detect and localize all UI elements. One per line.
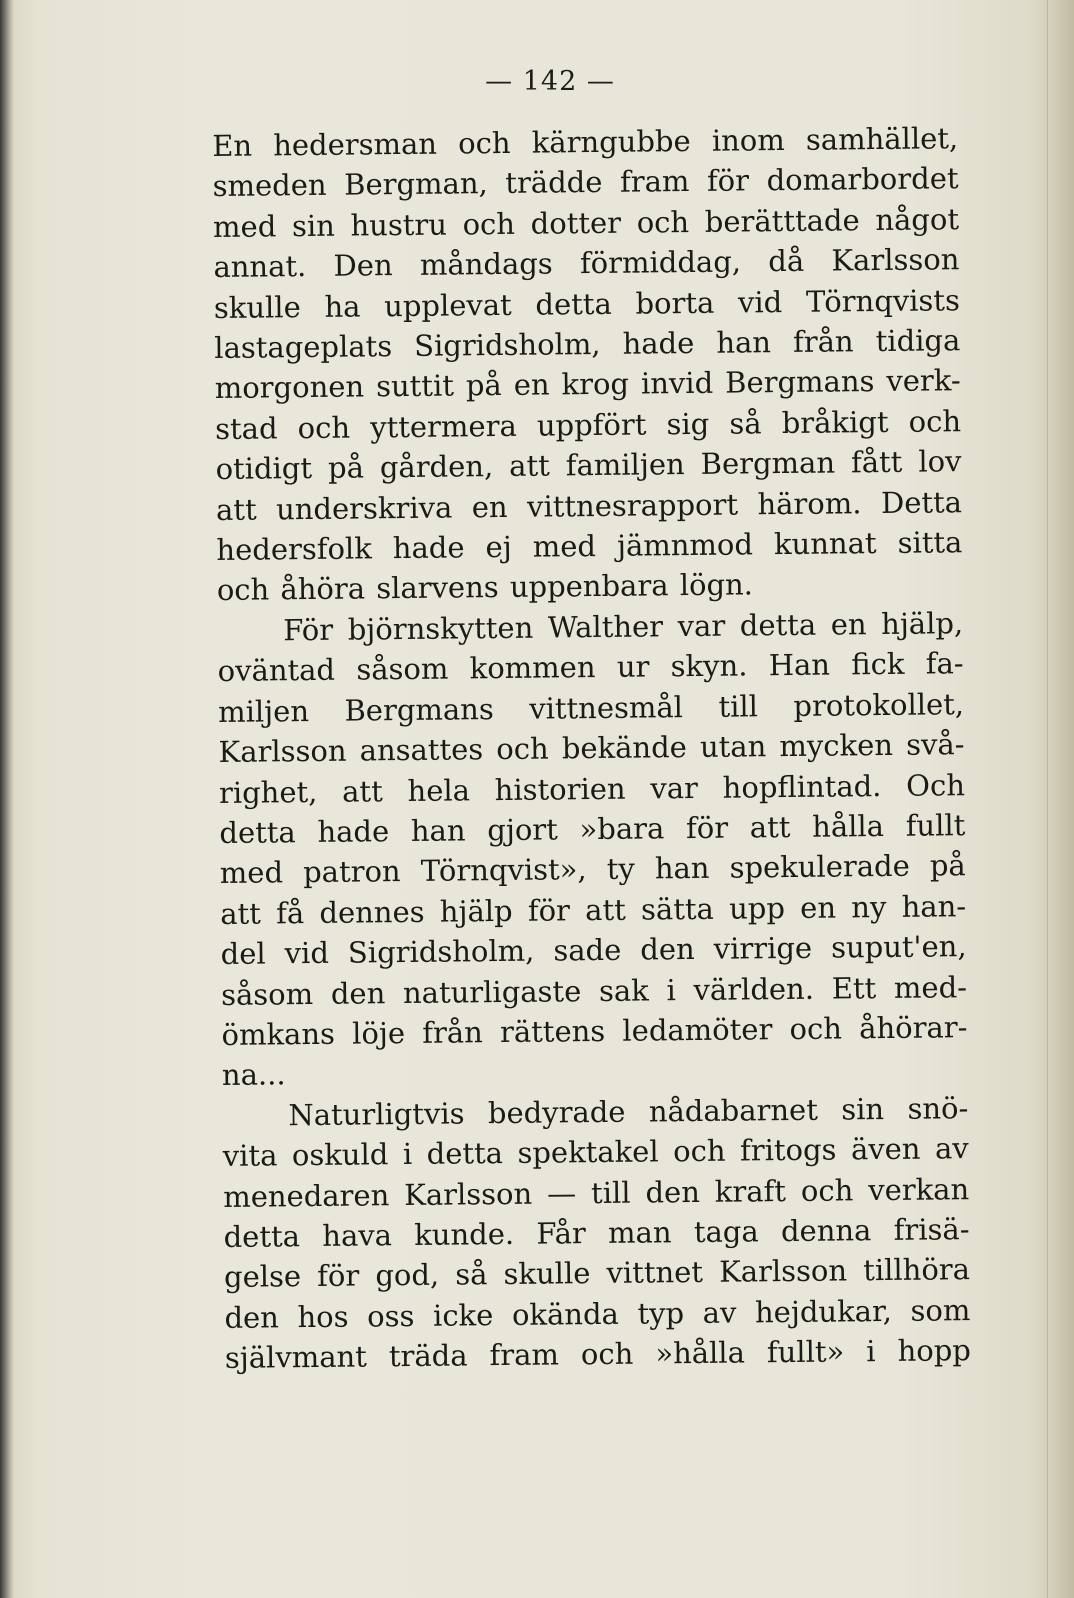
text-line: annat. Den måndags förmiddag, då Karlsson: [213, 242, 960, 285]
text-line: Karlsson ansattes och bekände utan mycken svå-: [218, 727, 965, 770]
page-binding-edge: [0, 0, 14, 1598]
text-line: En hedersman och kärngubbe inom samhället,: [212, 121, 959, 163]
text-line: miljen Bergmans vittnesmål till protokollet,: [217, 686, 965, 729]
text-line: att underskriva en vittnesrapport härom. Detta: [215, 484, 963, 527]
text-line: del vid Sigridsholm, sade den virrige suput'en,: [220, 929, 967, 972]
text-line: att få dennes hjälp för att sätta upp en ny han-: [220, 888, 967, 931]
text-line: vita oskuld i detta spektakel och fritogs även av: [222, 1131, 969, 1174]
text-line: righet, att hela historien var hopflintad. Och: [218, 767, 966, 810]
text-line: smeden Bergman, trädde fram för domarbordet: [212, 161, 959, 204]
text-line: detta hade han gjort »bara för att hålla fullt: [219, 808, 966, 850]
text-line: morgonen suttit på en krog invid Bergmans verk-: [214, 363, 961, 406]
text-line: För björnskytten Walther var detta en hjälp,: [283, 606, 964, 648]
text-line: otidigt på gården, att familjen Bergman fått lov: [215, 444, 962, 487]
text-line: skulle ha upplevat detta borta vid Törnqvists: [213, 282, 961, 325]
text-line: och åhöra slarvens uppenbara lögn.: [216, 567, 754, 608]
page-fore-edge: [1047, 0, 1074, 1598]
text-line: den hos oss icke okända typ av hejdukar, som: [224, 1292, 971, 1335]
text-line: med patron Törnqvist», ty han spekulerade på: [219, 848, 966, 891]
text-line: ömkans löje från rättens ledamöter och åhörar-: [221, 1010, 968, 1052]
page-number: — 142 —: [485, 66, 615, 97]
text-line: hedersfolk hade ej med jämnmod kunnat sitta: [216, 525, 963, 568]
text-line: med sin hustru och dotter och berätttade något: [212, 201, 960, 244]
text-line: detta hava kunde. Får man taga denna frisä-: [223, 1212, 970, 1254]
text-line: lastageplats Sigridsholm, hade han från tidiga: [214, 323, 961, 366]
text-line: stad och yttermera uppfört sig så bråkigt och: [214, 404, 962, 446]
text-line: Naturligtvis bedyrade nådabarnet sin snö-: [288, 1090, 969, 1133]
text-line: självmant träda fram och »hålla fullt» i hopp: [224, 1333, 972, 1376]
text-line: oväntad såsom kommen ur skyn. Han fick fa-: [217, 646, 964, 689]
text-line: gelse för god, så skulle vittnet Karlsson tillhöra: [223, 1252, 971, 1295]
text-line: menedaren Karlsson — till den kraft och verkan: [223, 1171, 970, 1214]
text-line: na...: [221, 1057, 286, 1093]
text-line: såsom den naturligaste sak i världen. Ett med-: [220, 969, 968, 1012]
body-text: [212, 118, 971, 1378]
